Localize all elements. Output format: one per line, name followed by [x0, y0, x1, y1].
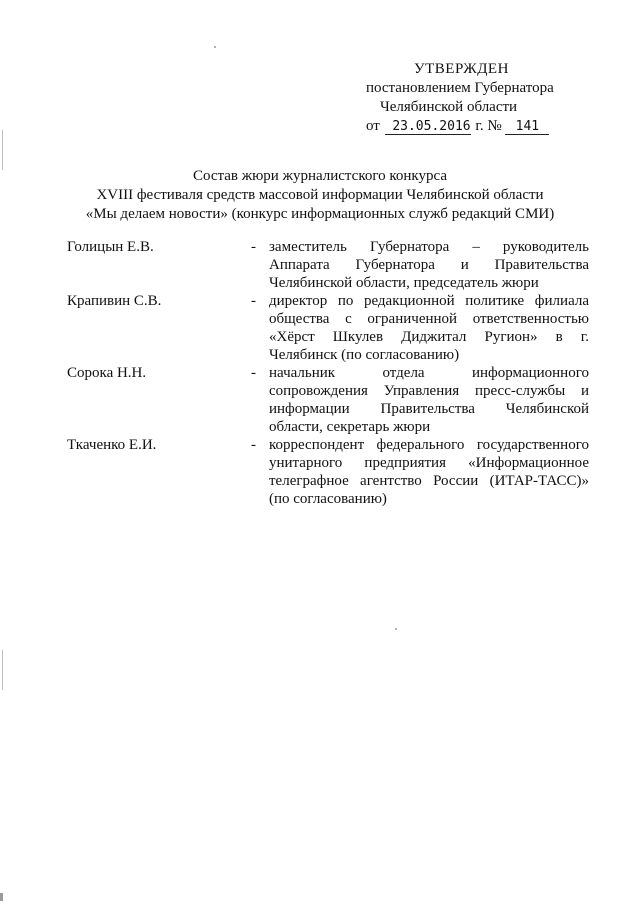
- scan-speck: [0, 893, 3, 901]
- member-name: Голицын Е.В.: [67, 239, 154, 255]
- approval-date-line: [356, 117, 586, 136]
- approval-date: 23.05.2016: [385, 119, 471, 135]
- list-item: [67, 238, 589, 292]
- scan-edge-mark: [2, 650, 3, 690]
- member-dash: -: [251, 239, 256, 255]
- member-dash: -: [251, 293, 256, 309]
- title-line-2: XVIII фестиваля средств массовой информации Челябинской области: [96, 187, 544, 203]
- member-name: Крапивин С.В.: [67, 293, 162, 309]
- list-item: [67, 364, 589, 436]
- member-role: директор по редакционной политике филиала общества с ограниченной ответственностью «Хёрст Шкулев Диджитал Ругион» в г. Челябинск (по согласованию): [269, 293, 589, 363]
- approval-resolution-line: постановлением Губернатора: [366, 80, 554, 96]
- approval-region-line: Челябинской области: [380, 99, 518, 115]
- document-title: [60, 167, 580, 224]
- approval-block: [356, 60, 586, 136]
- member-dash: -: [251, 365, 256, 381]
- member-dash: -: [251, 437, 256, 453]
- date-prefix: от: [366, 118, 380, 134]
- scan-speck: [395, 628, 397, 630]
- title-line-1: Состав жюри журналистского конкурса: [192, 168, 448, 184]
- member-name: Ткаченко Е.И.: [67, 437, 157, 453]
- list-item: [67, 292, 589, 364]
- member-role: заместитель Губернатора – руководитель Аппарата Губернатора и Правительства Челябинской области, председатель жюри: [269, 239, 589, 291]
- scan-edge-mark: [2, 130, 3, 170]
- approval-heading: УТВЕРЖДЕН: [414, 61, 509, 77]
- scan-speck: [214, 46, 216, 48]
- member-name: Сорока Н.Н.: [67, 365, 147, 381]
- approval-number: 141: [505, 119, 549, 135]
- year-number-label: г. №: [475, 118, 502, 134]
- title-line-3: «Мы делаем новости» (конкурс информационных служб редакций СМИ): [85, 206, 555, 222]
- list-item: [67, 436, 589, 508]
- member-role: корреспондент федерального государственного унитарного предприятия «Информационное телеграфное агентство России (ИТАР-ТАСС)» (по согласованию): [269, 437, 589, 507]
- jury-members-list: [67, 238, 589, 508]
- member-role: начальник отдела информационного сопровождения Управления пресс-службы и информации Правительства Челябинской области, секретарь жюри: [269, 365, 589, 435]
